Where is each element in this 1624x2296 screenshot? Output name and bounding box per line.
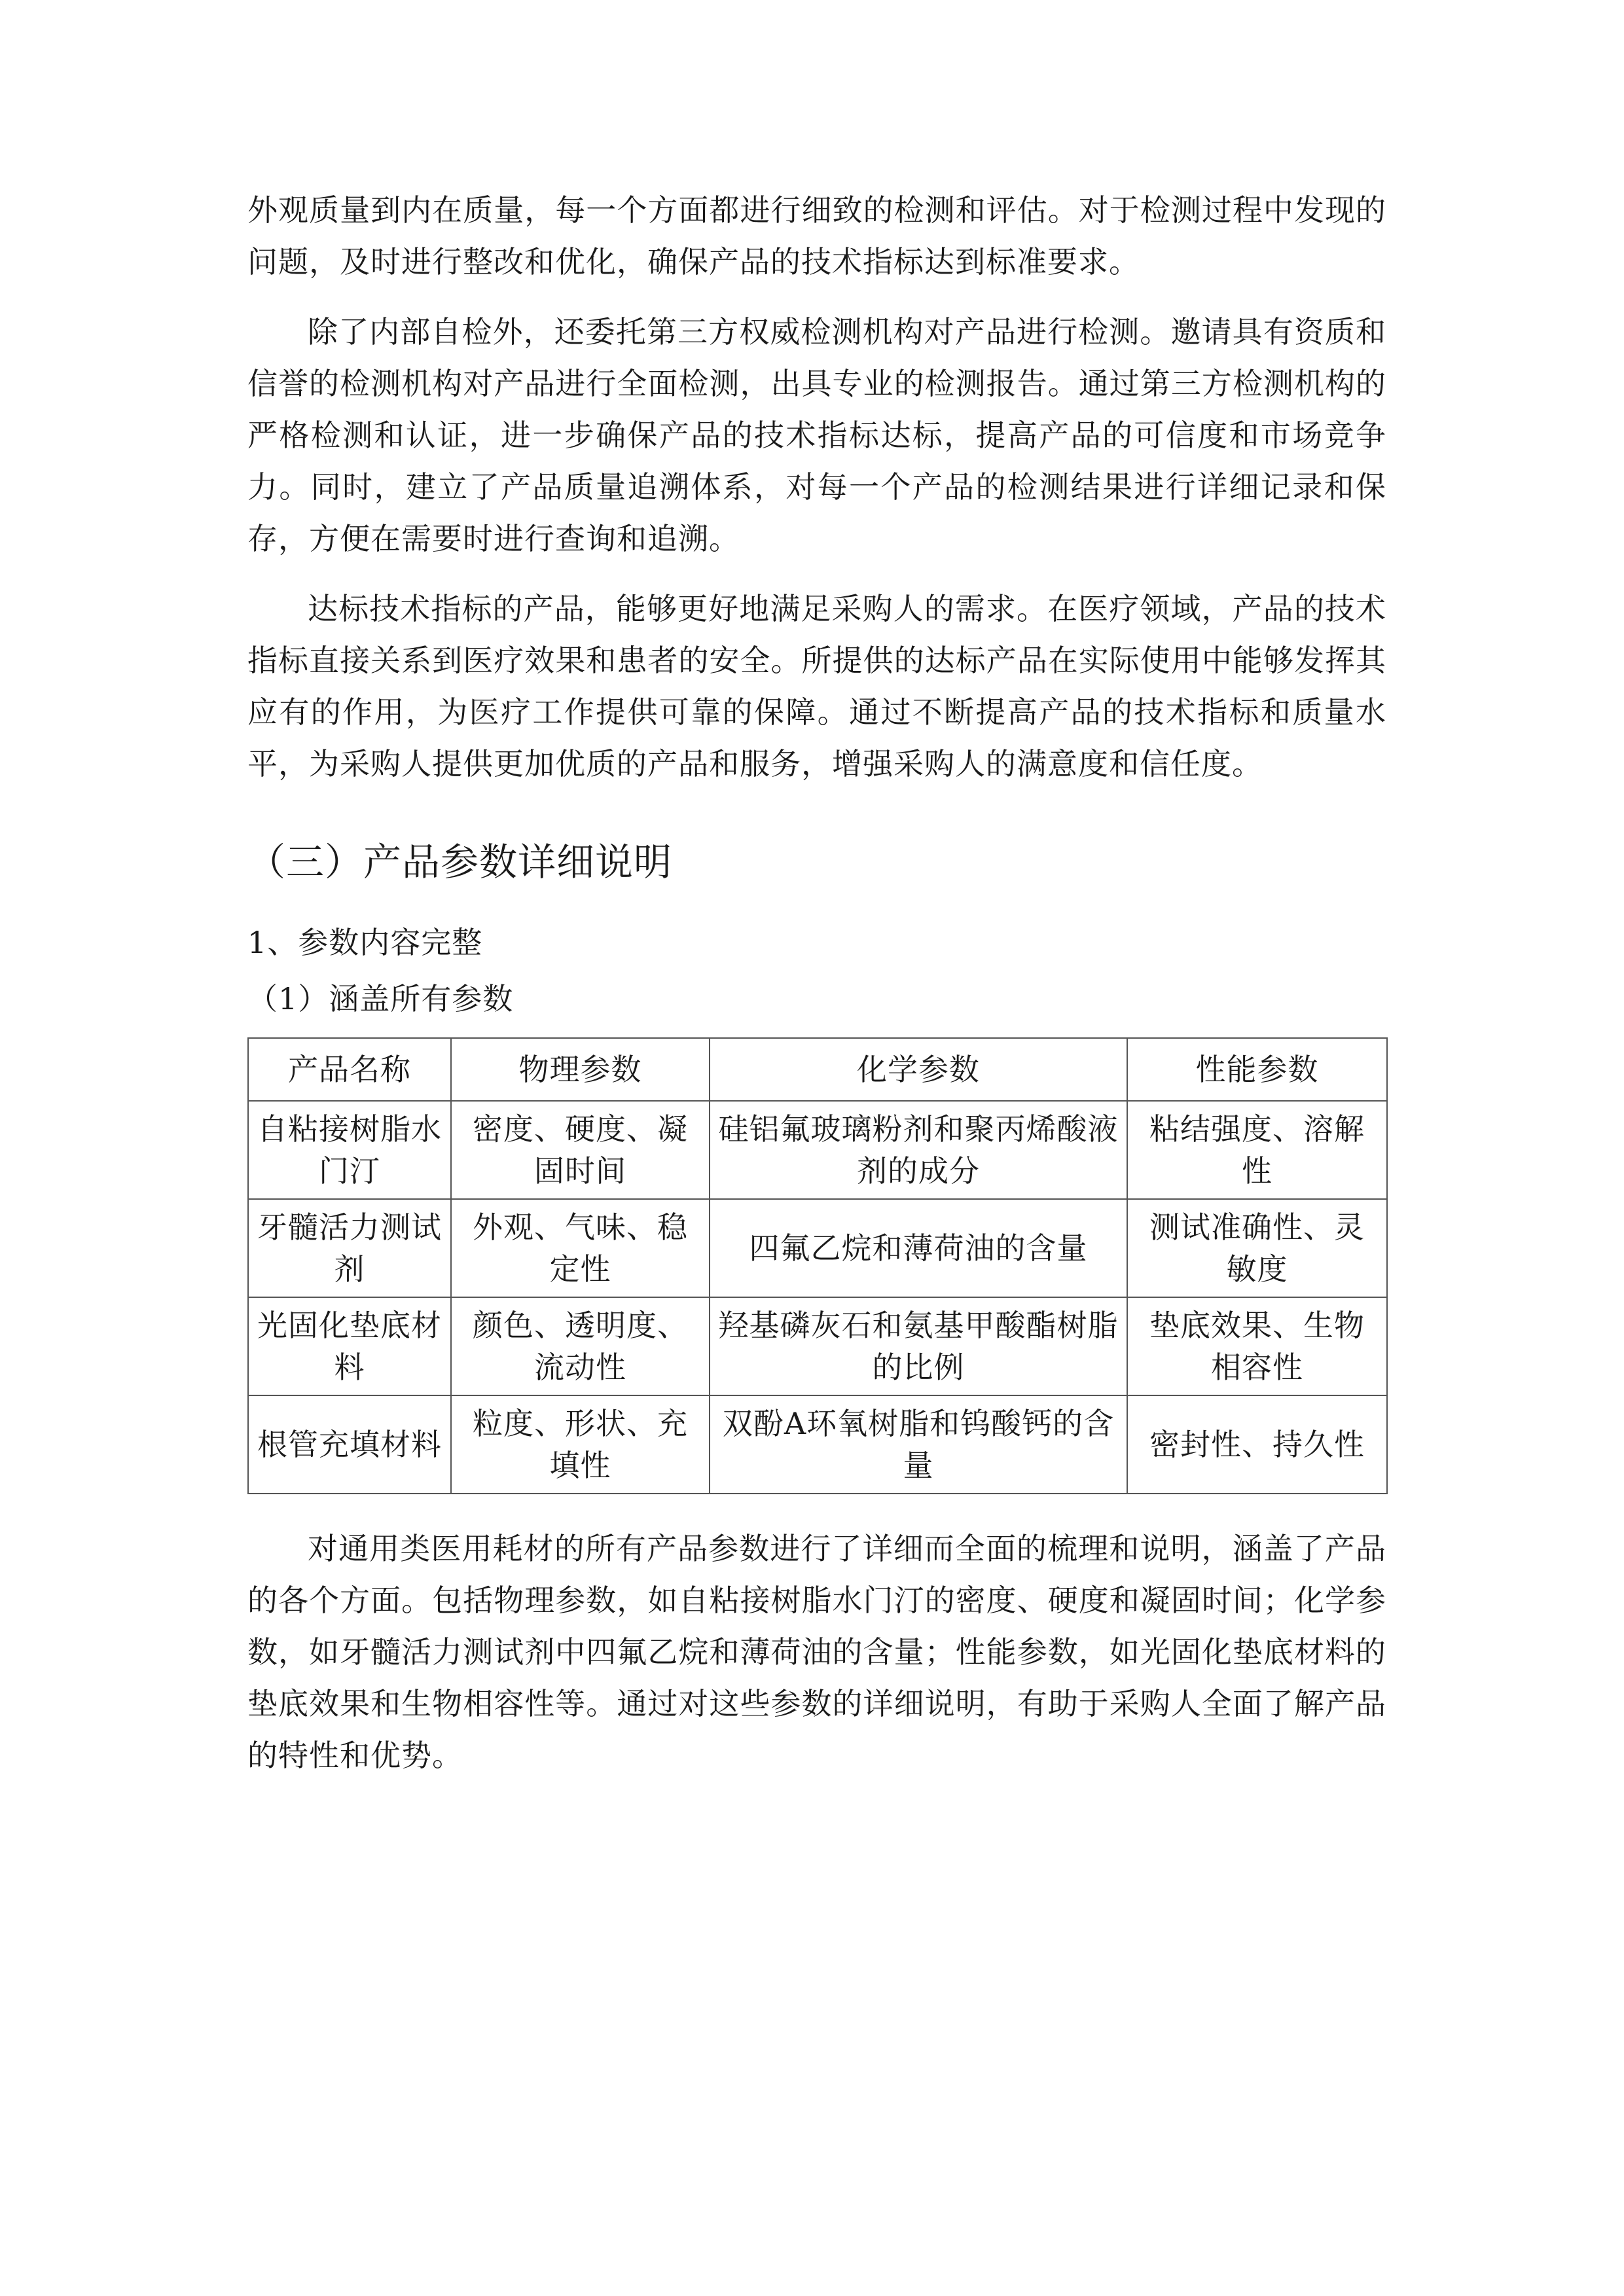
header-physical-params: 物理参数 bbox=[451, 1038, 710, 1101]
header-product-name: 产品名称 bbox=[248, 1038, 451, 1101]
subheading-parameter-completeness: 1、参数内容完整 bbox=[247, 925, 483, 960]
header-chemical-params: 化学参数 bbox=[710, 1038, 1127, 1101]
cell-physical-params: 颜色、透明度、流动性 bbox=[451, 1297, 710, 1395]
parameter-table bbox=[247, 1037, 1388, 1494]
cell-physical-params: 外观、气味、稳定性 bbox=[451, 1199, 710, 1297]
subheading-all-parameters: （1）涵盖所有参数 bbox=[247, 981, 514, 1016]
paragraph-third-party-testing: 除了内部自检外，还委托第三方权威检测机构对产品进行检测。邀请具有资质和信誉的检测机构对产品进行全面检测，出具专业的检测报告。通过第三方检测机构的严格检测和认证，进一步确保产品的技术指标达标，提高产品的可信度和市场竞争力。同时，建立了产品质量追溯体系，对每一个产品的检测结果进行详细记录和保存，方便在需要时进行查询和追溯。 bbox=[247, 314, 1386, 556]
table-row bbox=[248, 1297, 1387, 1395]
cell-physical-params: 密度、硬度、凝固时间 bbox=[451, 1101, 710, 1199]
header-performance-params: 性能参数 bbox=[1127, 1038, 1387, 1101]
cell-product-name: 自粘接树脂水门汀 bbox=[248, 1101, 451, 1199]
table-row bbox=[248, 1199, 1387, 1297]
cell-performance-params: 密封性、持久性 bbox=[1127, 1395, 1387, 1494]
cell-product-name: 光固化垫底材料 bbox=[248, 1297, 451, 1395]
cell-chemical-params: 羟基磷灰石和氨基甲酸酯树脂的比例 bbox=[710, 1297, 1127, 1395]
paragraph-parameter-summary: 对通用类医用耗材的所有产品参数进行了详细而全面的梳理和说明，涵盖了产品的各个方面。包括物理参数，如自粘接树脂水门汀的密度、硬度和凝固时间；化学参数，如牙髓活力测试剂中四氟乙烷和薄荷油的含量；性能参数，如光固化垫底材料的垫底效果和生物相容性等。通过对这些参数的详细说明，有助于采购人全面了解产品的特性和优势。 bbox=[247, 1531, 1386, 1773]
cell-chemical-params: 四氟乙烷和薄荷油的含量 bbox=[710, 1199, 1127, 1297]
cell-product-name: 牙髓活力测试剂 bbox=[248, 1199, 451, 1297]
table-row bbox=[248, 1101, 1387, 1199]
table-header-row bbox=[248, 1038, 1387, 1101]
cell-physical-params: 粒度、形状、充填性 bbox=[451, 1395, 710, 1494]
cell-chemical-params: 双酚A环氧树脂和钨酸钙的含量 bbox=[710, 1395, 1127, 1494]
table-row bbox=[248, 1395, 1387, 1494]
section-heading: （三）产品参数详细说明 bbox=[247, 840, 673, 884]
cell-performance-params: 粘结强度、溶解性 bbox=[1127, 1101, 1387, 1199]
paragraph-meeting-needs: 达标技术指标的产品，能够更好地满足采购人的需求。在医疗领域，产品的技术指标直接关系到医疗效果和患者的安全。所提供的达标产品在实际使用中能够发挥其应有的作用，为医疗工作提供可靠的保障。通过不断提高产品的技术指标和质量水平，为采购人提供更加优质的产品和服务，增强采购人的满意度和信任度。 bbox=[247, 591, 1386, 781]
cell-performance-params: 测试准确性、灵敏度 bbox=[1127, 1199, 1387, 1297]
paragraph-quality-inspection: 外观质量到内在质量，每一个方面都进行细致的检测和评估。对于检测过程中发现的问题，及时进行整改和优化，确保产品的技术指标达到标准要求。 bbox=[247, 192, 1386, 279]
cell-performance-params: 垫底效果、生物相容性 bbox=[1127, 1297, 1387, 1395]
cell-chemical-params: 硅铝氟玻璃粉剂和聚丙烯酸液剂的成分 bbox=[710, 1101, 1127, 1199]
page-content bbox=[247, 185, 1386, 1800]
cell-product-name: 根管充填材料 bbox=[248, 1395, 451, 1494]
